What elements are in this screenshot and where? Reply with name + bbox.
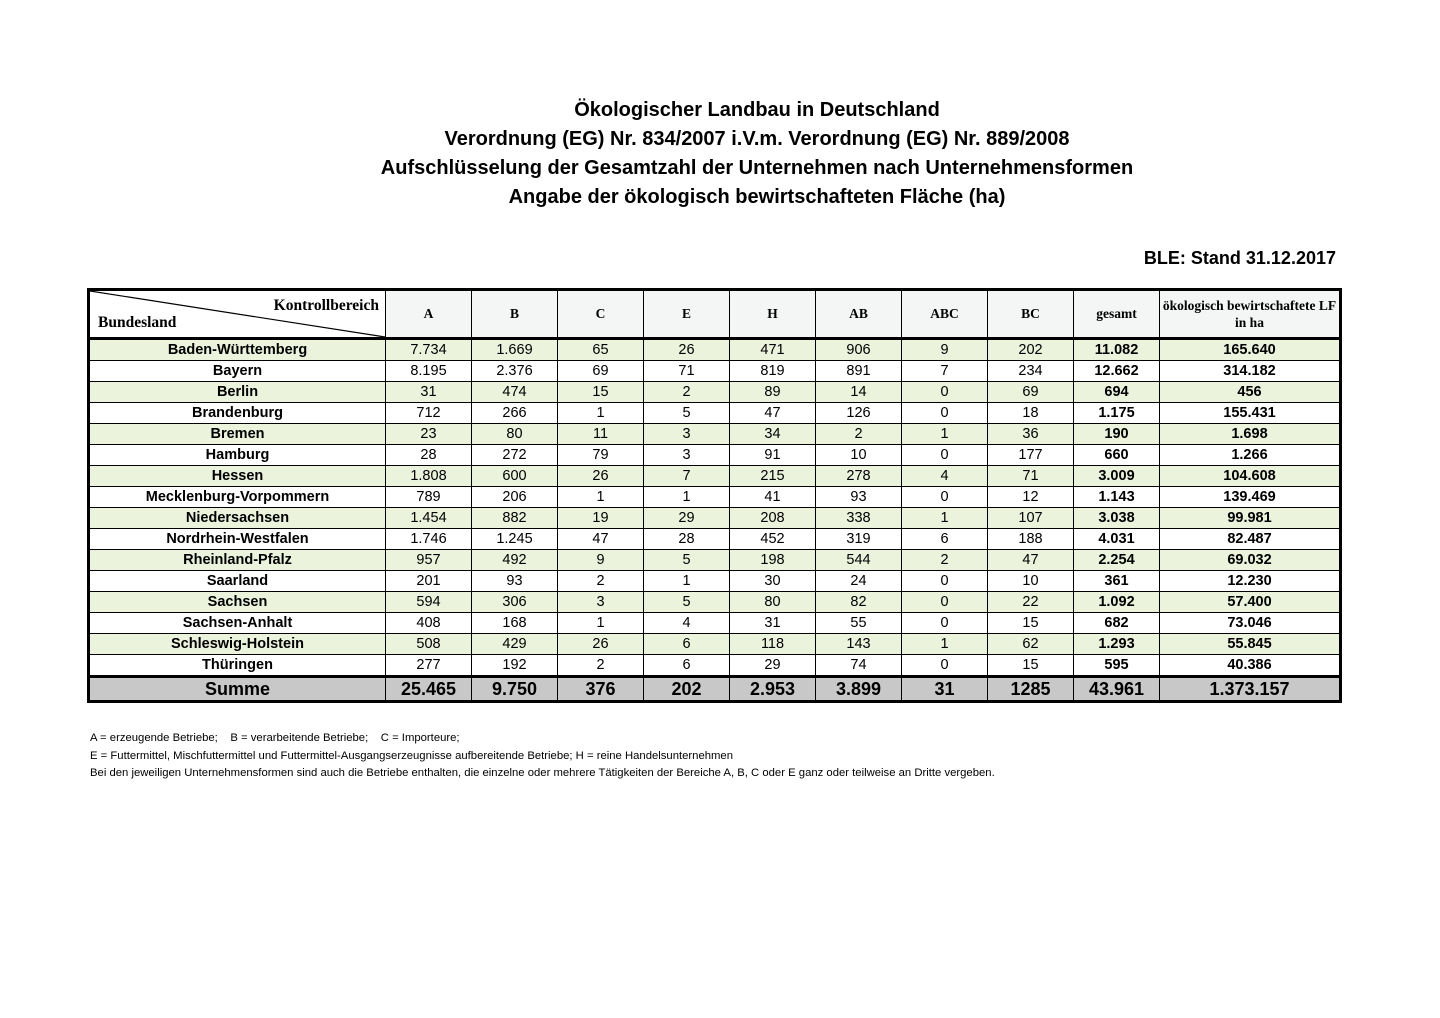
value-cell: 7: [644, 466, 730, 487]
value-cell: 10: [816, 445, 902, 466]
value-cell: 1.143: [1074, 487, 1160, 508]
table-row: [89, 655, 1341, 677]
bundesland-cell: Berlin: [89, 382, 386, 403]
table-row: [89, 403, 1341, 424]
title-line-1: Ökologischer Landbau in Deutschland: [574, 99, 940, 121]
value-cell: 34: [730, 424, 816, 445]
value-cell: 4: [902, 466, 988, 487]
value-cell: 93: [816, 487, 902, 508]
value-cell: 471: [730, 339, 816, 361]
value-cell: 28: [644, 529, 730, 550]
value-cell: 12: [988, 487, 1074, 508]
value-cell: 0: [902, 382, 988, 403]
bundesland-cell: Sachsen: [89, 592, 386, 613]
value-cell: 26: [558, 634, 644, 655]
value-cell: 22: [988, 592, 1074, 613]
value-cell: 3: [644, 424, 730, 445]
value-cell: 29: [730, 655, 816, 677]
value-cell: 408: [386, 613, 472, 634]
value-cell: 47: [988, 550, 1074, 571]
value-cell: 47: [730, 403, 816, 424]
value-cell: 0: [902, 403, 988, 424]
value-cell: 595: [1074, 655, 1160, 677]
bundesland-cell: Niedersachsen: [89, 508, 386, 529]
value-cell: 104.608: [1160, 466, 1341, 487]
value-cell: 452: [730, 529, 816, 550]
value-cell: 82: [816, 592, 902, 613]
bundesland-cell: Bayern: [89, 361, 386, 382]
title-line-2: Verordnung (EG) Nr. 834/2007 i.V.m. Verordnung (EG) Nr. 889/2008: [444, 128, 1070, 150]
value-cell: 9.750: [472, 677, 558, 702]
value-cell: 906: [816, 339, 902, 361]
value-cell: 26: [558, 466, 644, 487]
value-cell: 819: [730, 361, 816, 382]
value-cell: 1: [558, 613, 644, 634]
value-cell: 4: [644, 613, 730, 634]
column-header: H: [730, 290, 816, 339]
value-cell: 508: [386, 634, 472, 655]
value-cell: 9: [558, 550, 644, 571]
bundesland-cell: Bremen: [89, 424, 386, 445]
value-cell: 660: [1074, 445, 1160, 466]
value-cell: 69.032: [1160, 550, 1341, 571]
title-line-3: Aufschlüsselung der Gesamtzahl der Unternehmen nach Unternehmensformen: [380, 157, 1134, 179]
value-cell: 7: [902, 361, 988, 382]
value-cell: 2: [816, 424, 902, 445]
value-cell: 319: [816, 529, 902, 550]
value-cell: 1.669: [472, 339, 558, 361]
value-cell: 55: [816, 613, 902, 634]
value-cell: 2.953: [730, 677, 816, 702]
value-cell: 1.746: [386, 529, 472, 550]
table-row: [89, 550, 1341, 571]
value-cell: 155.431: [1160, 403, 1341, 424]
value-cell: 4.031: [1074, 529, 1160, 550]
table-row: [89, 571, 1341, 592]
bundesland-cell: Baden-Württemberg: [89, 339, 386, 361]
value-cell: 31: [902, 677, 988, 702]
value-cell: 168: [472, 613, 558, 634]
value-cell: 6: [644, 655, 730, 677]
value-cell: 306: [472, 592, 558, 613]
bundesland-cell: Rheinland-Pfalz: [89, 550, 386, 571]
value-cell: 544: [816, 550, 902, 571]
value-cell: 2.376: [472, 361, 558, 382]
value-cell: 1: [558, 487, 644, 508]
value-cell: 266: [472, 403, 558, 424]
value-cell: 1.808: [386, 466, 472, 487]
value-cell: 11.082: [1074, 339, 1160, 361]
value-cell: 0: [902, 613, 988, 634]
value-cell: 62: [988, 634, 1074, 655]
bundesland-cell: Hamburg: [89, 445, 386, 466]
value-cell: 79: [558, 445, 644, 466]
value-cell: 14: [816, 382, 902, 403]
table-row: [89, 592, 1341, 613]
value-cell: 1: [644, 487, 730, 508]
document-title: [0, 96, 1440, 212]
header-row: [89, 290, 1341, 339]
value-cell: 278: [816, 466, 902, 487]
value-cell: 600: [472, 466, 558, 487]
column-header: ABC: [902, 290, 988, 339]
footnotes: [90, 730, 995, 783]
value-cell: 2: [644, 382, 730, 403]
value-cell: 192: [472, 655, 558, 677]
value-cell: 36: [988, 424, 1074, 445]
stand-date: BLE: Stand 31.12.2017: [1143, 248, 1336, 268]
table-row: [89, 487, 1341, 508]
value-cell: 82.487: [1160, 529, 1341, 550]
value-cell: 198: [730, 550, 816, 571]
data-table: [87, 288, 1342, 703]
value-cell: 376: [558, 677, 644, 702]
value-cell: 5: [644, 550, 730, 571]
table-row: [89, 508, 1341, 529]
value-cell: 71: [988, 466, 1074, 487]
table-row: [89, 424, 1341, 445]
bundesland-cell: Saarland: [89, 571, 386, 592]
value-cell: 43.961: [1074, 677, 1160, 702]
value-cell: 215: [730, 466, 816, 487]
value-cell: 891: [816, 361, 902, 382]
value-cell: 2.254: [1074, 550, 1160, 571]
value-cell: 1.266: [1160, 445, 1341, 466]
value-cell: 7.734: [386, 339, 472, 361]
value-cell: 6: [644, 634, 730, 655]
table-row: [89, 445, 1341, 466]
value-cell: 93: [472, 571, 558, 592]
corner-label-kontrollbereich: Kontrollbereich: [273, 297, 379, 314]
column-header: E: [644, 290, 730, 339]
value-cell: 3.899: [816, 677, 902, 702]
value-cell: 206: [472, 487, 558, 508]
value-cell: 682: [1074, 613, 1160, 634]
column-header: A: [386, 290, 472, 339]
value-cell: 23: [386, 424, 472, 445]
value-cell: 15: [988, 655, 1074, 677]
value-cell: 74: [816, 655, 902, 677]
table-row: [89, 361, 1341, 382]
value-cell: 126: [816, 403, 902, 424]
value-cell: 208: [730, 508, 816, 529]
value-cell: 361: [1074, 571, 1160, 592]
table-row: [89, 466, 1341, 487]
value-cell: 202: [988, 339, 1074, 361]
table-row: [89, 339, 1341, 361]
value-cell: 15: [988, 613, 1074, 634]
title-line-4: Angabe der ökologisch bewirtschafteten Fläche (ha): [508, 186, 1006, 208]
value-cell: 1.698: [1160, 424, 1341, 445]
value-cell: 73.046: [1160, 613, 1341, 634]
column-header: BC: [988, 290, 1074, 339]
bundesland-cell: Schleswig-Holstein: [89, 634, 386, 655]
value-cell: 47: [558, 529, 644, 550]
value-cell: 1: [644, 571, 730, 592]
corner-header-cell: [89, 290, 386, 339]
value-cell: 12.230: [1160, 571, 1341, 592]
value-cell: 694: [1074, 382, 1160, 403]
bundesland-cell: Mecklenburg-Vorpommern: [89, 487, 386, 508]
value-cell: 15: [558, 382, 644, 403]
value-cell: 1: [902, 634, 988, 655]
value-cell: 0: [902, 571, 988, 592]
value-cell: 99.981: [1160, 508, 1341, 529]
value-cell: 2: [902, 550, 988, 571]
value-cell: 882: [472, 508, 558, 529]
value-cell: 0: [902, 655, 988, 677]
table-row: [89, 382, 1341, 403]
value-cell: 1.175: [1074, 403, 1160, 424]
value-cell: 957: [386, 550, 472, 571]
value-cell: 9: [902, 339, 988, 361]
value-cell: 234: [988, 361, 1074, 382]
value-cell: 80: [730, 592, 816, 613]
value-cell: 29: [644, 508, 730, 529]
value-cell: 143: [816, 634, 902, 655]
value-cell: 89: [730, 382, 816, 403]
value-cell: 26: [644, 339, 730, 361]
value-cell: 5: [644, 403, 730, 424]
value-cell: 3: [644, 445, 730, 466]
bundesland-cell: Brandenburg: [89, 403, 386, 424]
column-header: B: [472, 290, 558, 339]
corner-label-bundesland: Bundesland: [98, 314, 177, 331]
value-cell: 91: [730, 445, 816, 466]
value-cell: 165.640: [1160, 339, 1341, 361]
value-cell: 0: [902, 592, 988, 613]
value-cell: 25.465: [386, 677, 472, 702]
value-cell: 40.386: [1160, 655, 1341, 677]
value-cell: 1: [902, 508, 988, 529]
value-cell: 3.009: [1074, 466, 1160, 487]
value-cell: 5: [644, 592, 730, 613]
value-cell: 19: [558, 508, 644, 529]
value-cell: 202: [644, 677, 730, 702]
bundesland-cell: Thüringen: [89, 655, 386, 677]
footnote-line-2: E = Futtermittel, Mischfuttermittel und Futtermittel-Ausgangserzeugnisse aufbereitende Betriebe; H = reine Handelsunternehmen: [90, 749, 733, 762]
value-cell: 314.182: [1160, 361, 1341, 382]
value-cell: 118: [730, 634, 816, 655]
value-cell: 139.469: [1160, 487, 1341, 508]
value-cell: 71: [644, 361, 730, 382]
value-cell: 6: [902, 529, 988, 550]
value-cell: 429: [472, 634, 558, 655]
value-cell: 3.038: [1074, 508, 1160, 529]
value-cell: 1.293: [1074, 634, 1160, 655]
table-row: [89, 613, 1341, 634]
value-cell: 190: [1074, 424, 1160, 445]
value-cell: 712: [386, 403, 472, 424]
bundesland-cell: Nordrhein-Westfalen: [89, 529, 386, 550]
value-cell: 492: [472, 550, 558, 571]
value-cell: 57.400: [1160, 592, 1341, 613]
value-cell: 11: [558, 424, 644, 445]
value-cell: 55.845: [1160, 634, 1341, 655]
sum-row: [89, 677, 1341, 702]
value-cell: 2: [558, 655, 644, 677]
value-cell: 789: [386, 487, 472, 508]
value-cell: 65: [558, 339, 644, 361]
value-cell: 1285: [988, 677, 1074, 702]
value-cell: 80: [472, 424, 558, 445]
value-cell: 12.662: [1074, 361, 1160, 382]
value-cell: 277: [386, 655, 472, 677]
bundesland-cell: Hessen: [89, 466, 386, 487]
value-cell: 201: [386, 571, 472, 592]
value-cell: 8.195: [386, 361, 472, 382]
value-cell: 474: [472, 382, 558, 403]
value-cell: 338: [816, 508, 902, 529]
value-cell: 1.373.157: [1160, 677, 1341, 702]
value-cell: 30: [730, 571, 816, 592]
value-cell: 69: [558, 361, 644, 382]
value-cell: 0: [902, 445, 988, 466]
value-cell: 0: [902, 487, 988, 508]
value-cell: 177: [988, 445, 1074, 466]
value-cell: 1.245: [472, 529, 558, 550]
value-cell: 1.454: [386, 508, 472, 529]
value-cell: 1: [558, 403, 644, 424]
footnote-line-3: Bei den jeweiligen Unternehmensformen sind auch die Betriebe enthalten, die einzelne oder mehrere Tätigkeiten der Bereiche A, B, C oder E ganz oder teilweise an Dritte vergeben.: [90, 767, 995, 779]
value-cell: 272: [472, 445, 558, 466]
column-header: ökologisch bewirtschaftete LF in ha: [1160, 290, 1341, 339]
value-cell: 24: [816, 571, 902, 592]
bundesland-cell: Sachsen-Anhalt: [89, 613, 386, 634]
table-row: [89, 529, 1341, 550]
value-cell: 3: [558, 592, 644, 613]
value-cell: 1: [902, 424, 988, 445]
value-cell: 456: [1160, 382, 1341, 403]
value-cell: 1.092: [1074, 592, 1160, 613]
value-cell: 18: [988, 403, 1074, 424]
value-cell: 594: [386, 592, 472, 613]
table-body: [89, 339, 1341, 702]
value-cell: 69: [988, 382, 1074, 403]
value-cell: 31: [730, 613, 816, 634]
table-row: [89, 634, 1341, 655]
value-cell: 2: [558, 571, 644, 592]
value-cell: 107: [988, 508, 1074, 529]
value-cell: 188: [988, 529, 1074, 550]
column-header: AB: [816, 290, 902, 339]
footnote-line-1: A = erzeugende Betriebe; B = verarbeitende Betriebe; C = Importeure;: [90, 732, 460, 744]
column-header: C: [558, 290, 644, 339]
column-header: gesamt: [1074, 290, 1160, 339]
value-cell: 10: [988, 571, 1074, 592]
value-cell: 31: [386, 382, 472, 403]
value-cell: 41: [730, 487, 816, 508]
value-cell: 28: [386, 445, 472, 466]
bundesland-cell: Summe: [89, 677, 386, 702]
